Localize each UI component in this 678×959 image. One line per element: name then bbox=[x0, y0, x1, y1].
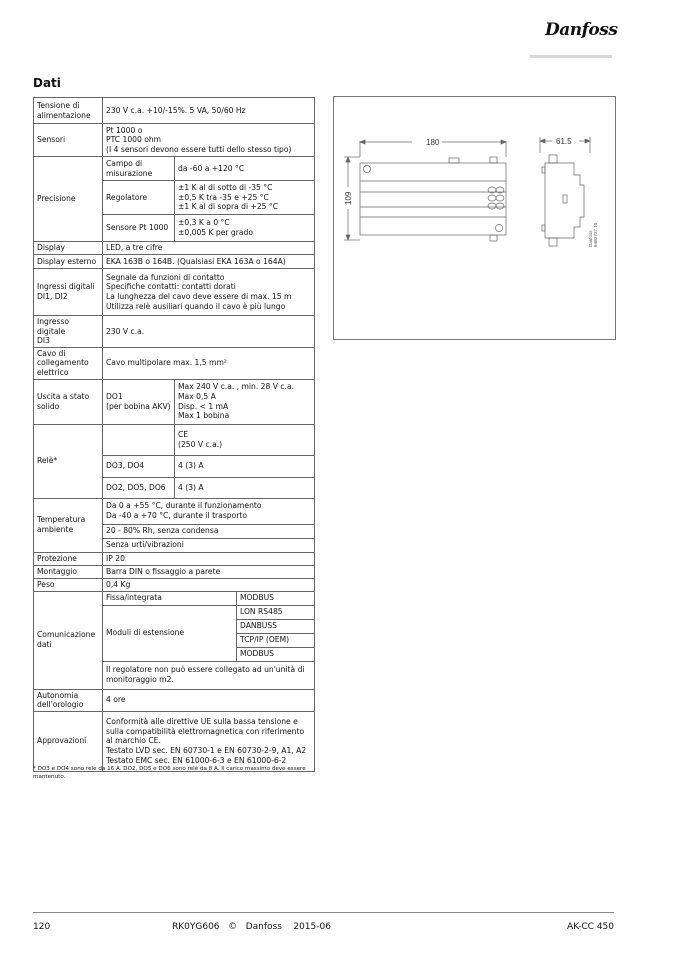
table-row bbox=[34, 498, 315, 524]
sublabel: Campo di misurazione bbox=[103, 157, 175, 181]
value: MODBUS bbox=[237, 591, 315, 605]
page-number: 120 bbox=[33, 922, 51, 932]
sublabel: Regolatore bbox=[103, 181, 175, 215]
label: Comunicazione dati bbox=[34, 591, 103, 689]
value: LED, a tre cifre bbox=[103, 242, 315, 255]
label: Montaggio bbox=[34, 565, 103, 578]
danfoss-logo: Danfoss bbox=[545, 20, 618, 40]
height-dimension: 109 bbox=[344, 191, 353, 205]
table-row bbox=[34, 98, 315, 124]
value: da -60 a +120 °C bbox=[175, 157, 315, 181]
label: Precisione bbox=[34, 157, 103, 242]
label: Protezione bbox=[34, 552, 103, 565]
label: Tensione di alimentazione bbox=[34, 98, 103, 124]
label: Temperatura ambiente bbox=[34, 498, 103, 552]
sublabel: DO3, DO4 bbox=[103, 455, 175, 477]
label: Relè* bbox=[34, 424, 103, 498]
footnote: * DO3 e DO4 sono relè da 16 A. DO2, DO5 e DO6 sono relè da 8 A. Il carico massimo deve essere mantenuto. bbox=[33, 766, 306, 780]
label: Sensori bbox=[34, 124, 103, 157]
table-row bbox=[34, 157, 315, 181]
table-row bbox=[34, 578, 315, 591]
value: 230 V c.a. bbox=[103, 316, 315, 348]
label: Ingresso digitale DI3 bbox=[34, 316, 103, 348]
value: ±1 K al di sotto di -35 °C ±0,5 K tra -35 e +25 °C ±1 K al di sopra di +25 °C bbox=[175, 181, 315, 215]
value: Senza urti/vibrazioni bbox=[103, 538, 315, 552]
value: MODBUS bbox=[237, 647, 315, 661]
sublabel: DO2, DO5, DO6 bbox=[103, 477, 175, 498]
value: Cavo multipolare max. 1,5 mm² bbox=[103, 347, 315, 379]
table-row bbox=[34, 379, 315, 424]
value: DANBUSS bbox=[237, 619, 315, 633]
value: Il regolatore non può essere collegato ad un'unità di monitoraggio m2. bbox=[103, 661, 315, 689]
value: LON RS485 bbox=[237, 605, 315, 619]
value: IP 20 bbox=[103, 552, 315, 565]
value: 20 - 80% Rh, senza condensa bbox=[103, 524, 315, 538]
front-view bbox=[344, 140, 506, 241]
label: Display bbox=[34, 242, 103, 255]
sublabel bbox=[103, 424, 175, 455]
table-row bbox=[34, 565, 315, 578]
label: Display esterno bbox=[34, 255, 103, 269]
value: Max 240 V c.a. , min. 28 V c.a. Max 0,5 A Disp. < 1 mA Max 1 bobina bbox=[175, 379, 315, 424]
value: Conformità alle direttive UE sulla bassa tensione e sulla compatibilità elettromagnetica con riferimento al marchio CE. Testato LVD sec. EN 60730-1 e EN 60730-2-9, A1, A2 Testato EMC sec. EN 61000-6-3 e EN 61000-6-2 bbox=[103, 711, 315, 771]
document-code: RK0YG606 © Danfoss 2015-06 bbox=[172, 922, 331, 932]
side-view bbox=[540, 137, 590, 246]
width-dimension: 180 bbox=[426, 138, 440, 147]
table-row bbox=[34, 269, 315, 316]
header-bar bbox=[530, 55, 612, 58]
section-heading: Dati bbox=[33, 76, 61, 90]
value: Pt 1000 o PTC 1000 ohm (I 4 sensori devono essere tutti dello stesso tipo) bbox=[103, 124, 315, 157]
label: Uscita a stato solido bbox=[34, 379, 103, 424]
value: ±0,3 K a 0 °C ±0,005 K per grado bbox=[175, 215, 315, 242]
table-row bbox=[34, 552, 315, 565]
table-row bbox=[34, 711, 315, 771]
table-row bbox=[34, 347, 315, 379]
value: 4 ore bbox=[103, 689, 315, 711]
table-row bbox=[34, 689, 315, 711]
value: 0,4 Kg bbox=[103, 578, 315, 591]
value: CE (250 V c.a.) bbox=[175, 424, 315, 455]
value: Segnale da funzioni di contatto Specifiche contatti: contatti dorati La lunghezza del cavo deve essere di max. 15 m Utilizza relè ausiliari quando il cavo è più lungo bbox=[103, 269, 315, 316]
table-row bbox=[34, 424, 315, 455]
specs-table bbox=[33, 97, 315, 772]
label: Approvazioni bbox=[34, 711, 103, 771]
label: Ingressi digitali DI1, DI2 bbox=[34, 269, 103, 316]
table-row bbox=[34, 591, 315, 605]
value: Da 0 a +55 °C, durante il funzionamento Da -40 a +70 °C, durante il trasporto bbox=[103, 498, 315, 524]
product-name: AK-CC 450 bbox=[567, 922, 614, 932]
dimension-drawing bbox=[333, 96, 616, 340]
drawing-code: Danfoss84B2727.10 bbox=[588, 222, 598, 247]
sublabel: DO1 (per bobina AKV) bbox=[103, 379, 175, 424]
value: TCP/IP (OEM) bbox=[237, 633, 315, 647]
value: Barra DIN o fissaggio a parete bbox=[103, 565, 315, 578]
table-row bbox=[34, 242, 315, 255]
label: Peso bbox=[34, 578, 103, 591]
table-row bbox=[34, 316, 315, 348]
value: EKA 163B o 164B. (Qualsiasi EKA 163A o 164A) bbox=[103, 255, 315, 269]
value: 230 V c.a. +10/-15%. 5 VA, 50/60 Hz bbox=[103, 98, 315, 124]
label: Cavo di collegamento elettrico bbox=[34, 347, 103, 379]
sublabel: Moduli di estensione bbox=[103, 605, 237, 661]
table-row bbox=[34, 124, 315, 157]
table-row bbox=[34, 255, 315, 269]
value: 4 (3) A bbox=[175, 477, 315, 498]
value: 4 (3) A bbox=[175, 455, 315, 477]
sublabel: Sensore Pt 1000 bbox=[103, 215, 175, 242]
sublabel: Fissa/integrata bbox=[103, 591, 237, 605]
depth-dimension: 61.5 bbox=[556, 137, 572, 146]
footer-divider bbox=[33, 912, 614, 913]
label: Autonomia dell'orologio bbox=[34, 689, 103, 711]
